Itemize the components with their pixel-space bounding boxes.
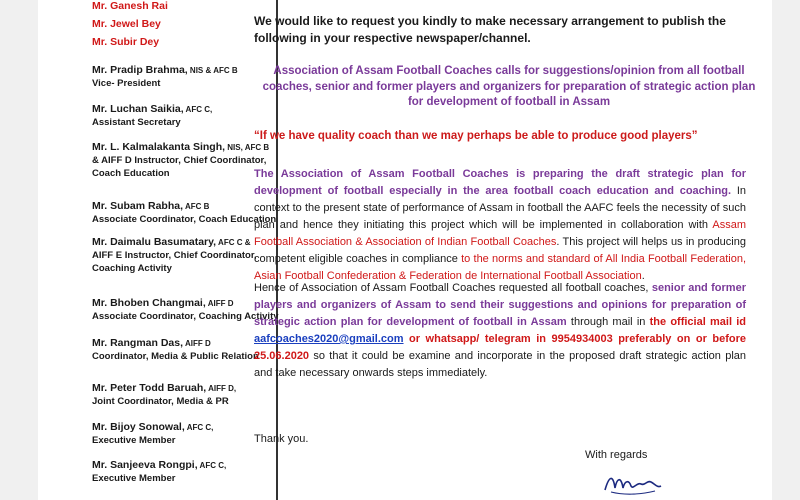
member-qualification: AFC C & [216, 238, 251, 247]
member-qualification: NIS & AFC B [187, 66, 238, 75]
member-role: Executive Member [92, 435, 176, 446]
para1-lead: The Association of Assam Football Coaches is preparing the draft strategic plan for development of football especially in the area football coach education and coaching. [254, 168, 746, 197]
committee-member [92, 337, 259, 363]
member-role: Associate Coordinator, Coaching Activity [92, 311, 279, 322]
committee-member [92, 459, 226, 485]
committee-member [92, 297, 279, 323]
member-role: Associate Coordinator, Coach Education [92, 214, 277, 225]
member-role: Coordinator, Media & Public Relation [92, 351, 259, 362]
member-role: AIFF E Instructor, Chief Coordinator, [92, 250, 257, 261]
thank-you: Thank you. [254, 433, 309, 445]
member-role: Coaching Activity [92, 263, 172, 274]
member-qualification: AIFF D [183, 339, 211, 348]
member-role: Joint Coordinator, Media & PR [92, 396, 229, 407]
member-name: Mr. Pradip Brahma, [92, 64, 188, 76]
para1-text: In context to the present state of performance of Assam in football the AAFC feels the necessity of such plan and hence they initiating this project which will be implemented in collaboration with [254, 185, 747, 231]
member-role: Executive Member [92, 473, 176, 484]
member-role: Vice- President [92, 78, 161, 89]
para1-end: . [641, 270, 645, 282]
para2-mail-label: the official mail id [649, 316, 747, 328]
committee-name-red: Mr. Subir Dey [92, 36, 160, 48]
closing-regards: With regards [585, 449, 648, 461]
body-paragraph-2 [254, 280, 746, 382]
email-link[interactable]: aafcoaches2020@gmail.com [254, 333, 404, 345]
member-name: Mr. Daimalu Basumatary, [92, 236, 217, 248]
committee-member [92, 421, 213, 447]
member-name: Mr. Rangman Das, [92, 337, 184, 349]
member-name: Mr. L. Kalmalakanta Singh, [92, 141, 226, 153]
para2-text: so that it could be examine and incorporate in the proposed draft strategic action plan and take necessary onwards steps immediately. [254, 350, 746, 379]
committee-member [92, 200, 276, 226]
member-role: & AIFF D Instructor, Chief Coordinator, [92, 155, 267, 166]
member-qualification: AFC C, [183, 105, 213, 114]
intro-paragraph: We would like to request you kindly to make necessary arrangement to publish the following in your respective newspaper/channel. [254, 14, 726, 45]
committee-member [92, 382, 236, 408]
member-name: Mr. Peter Todd Baruah, [92, 382, 207, 394]
para2-contact: or whatsapp/ telegram in 9954934003 preferably on or before 25.06.2020 [254, 333, 746, 362]
member-name: Mr. Sanjeeva Rongpi, [92, 459, 198, 471]
member-qualification: AFC C, [184, 423, 214, 432]
para2-highlight: senior and former players and organizers of Assam to send their suggestions and opinions for preparation of strategic action plan for development of football in Assam [254, 282, 746, 328]
para2-text: Hence of Association of Assam Football Coaches requested all football coaches, [254, 282, 652, 294]
committee-member [92, 64, 238, 90]
member-name: Mr. Bhoben Changmai, [92, 297, 206, 309]
committee-member [92, 103, 212, 129]
committee-name-red: Mr. Ganesh Rai [92, 0, 168, 12]
member-qualification: AFC C, [197, 461, 227, 470]
para1-partners: Assam Football Association & Association of Indian Football Coaches [254, 219, 746, 248]
para1-standards: to the norms and standard of All India Football Federation, Asian Football Confederation & Federation de International Football Association [254, 253, 747, 282]
member-name: Mr. Luchan Saikia, [92, 103, 184, 115]
member-role: Assistant Secretary [92, 117, 181, 128]
member-qualification: AFC B [183, 202, 210, 211]
member-name: Mr. Bijoy Sonowal, [92, 421, 185, 433]
body-paragraph-1 [254, 166, 746, 285]
member-role: Coach Education [92, 168, 170, 179]
para1-text: . This project will helps us in producing competent eligible coaches in compliance [254, 236, 746, 265]
quote-line: “If we have quality coach than we may perhaps be able to produce good players” [254, 130, 698, 142]
signature-icon [603, 470, 663, 496]
subject-heading: Association of Assam Football Coaches calls for suggestions/opinion from all football coaches, senior and former players and organizers for preparation of strategic action plan for development of football in Assam [262, 65, 756, 108]
committee-member [92, 236, 257, 275]
committee-name-red: Mr. Jewel Bey [92, 18, 161, 30]
member-name: Mr. Subam Rabha, [92, 200, 184, 212]
member-qualification: NIS, AFC B [225, 143, 270, 152]
member-qualification: AIFF D, [206, 384, 237, 393]
member-qualification: AIFF D [205, 299, 234, 308]
committee-member [92, 141, 269, 180]
para2-text: through mail in [566, 316, 650, 328]
